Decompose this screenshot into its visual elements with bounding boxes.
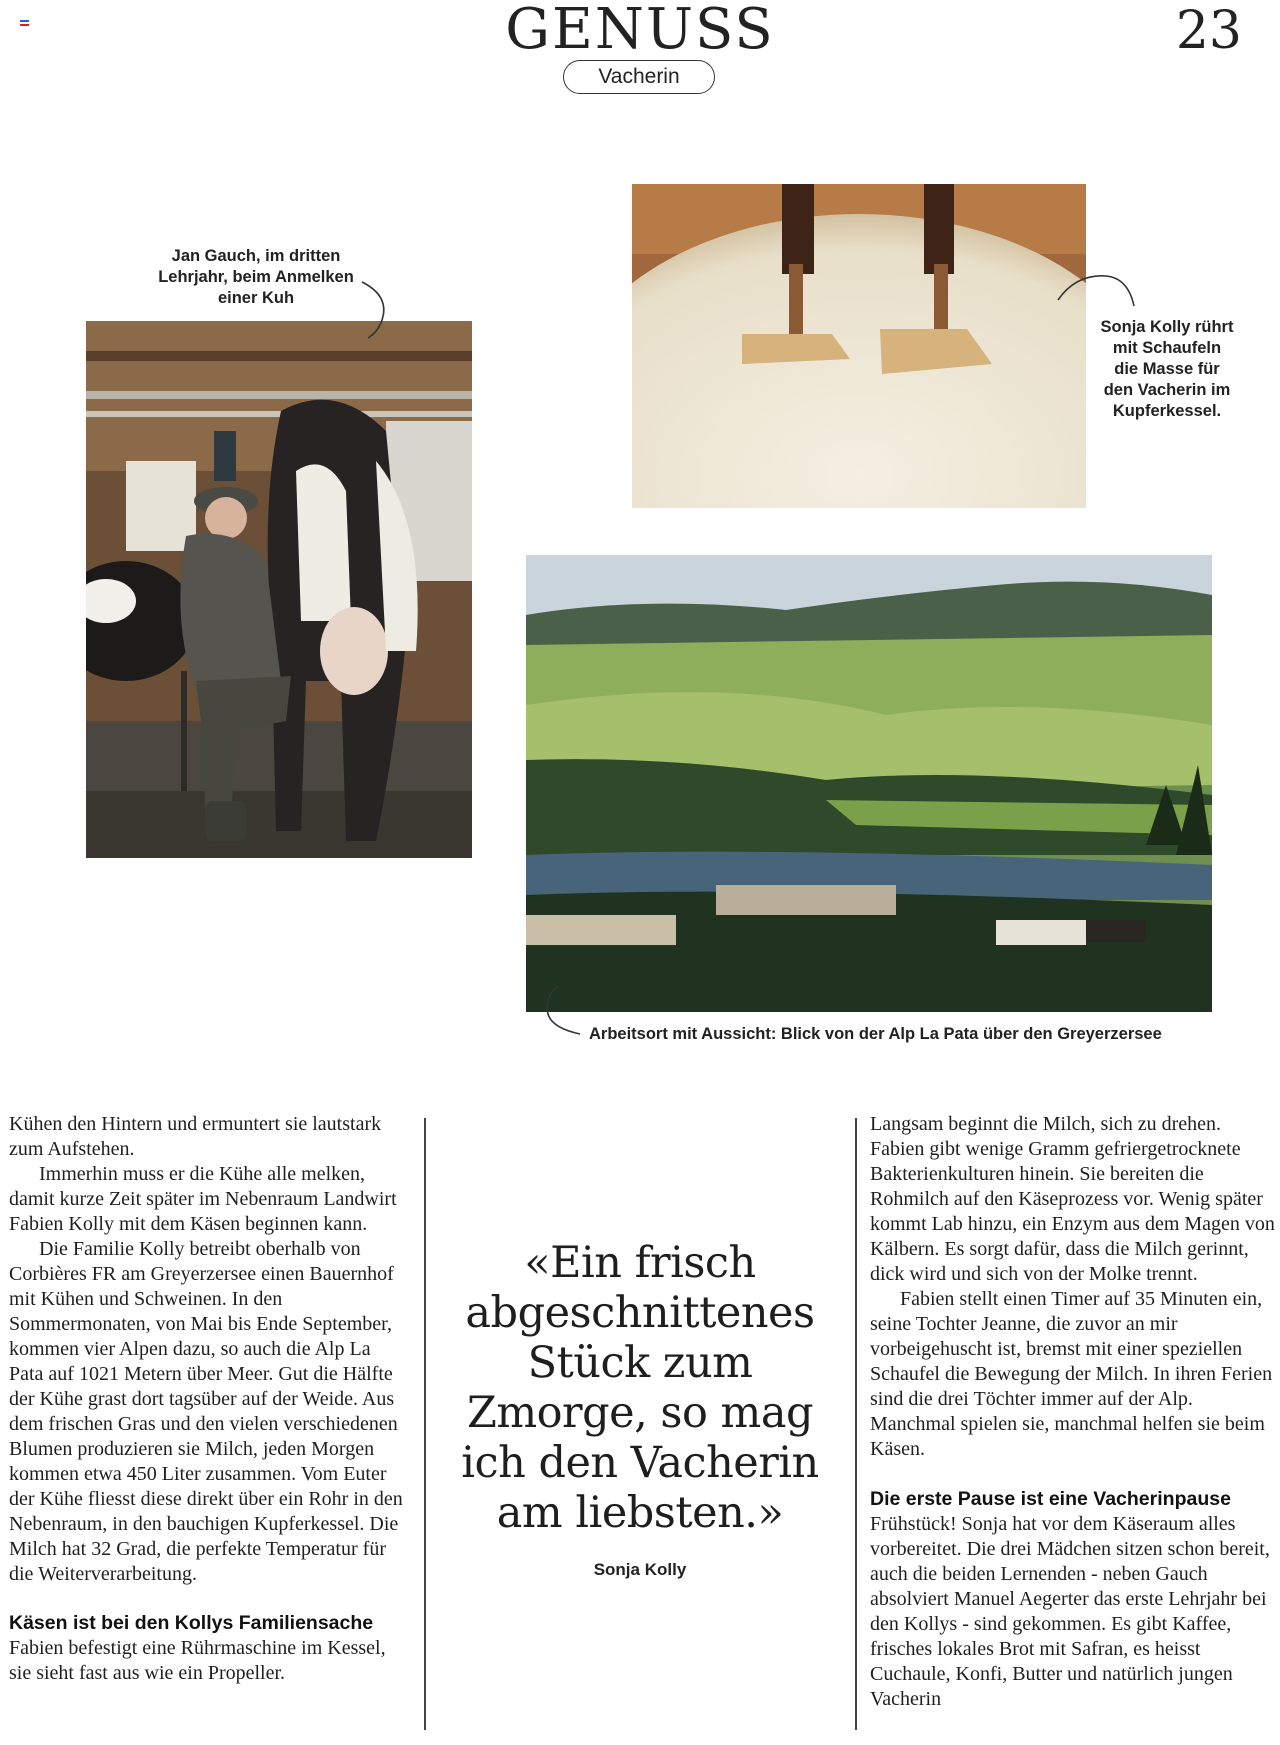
paragraph: Immerhin muss er die Kühe alle melken, damit kurze Zeit später im Nebenraum Landwirt Fabien Kolly mit dem Käsen beginnen kann. xyxy=(9,1163,397,1235)
page-number: 23 xyxy=(1175,1,1242,61)
paragraph: Frühstück! Sonja hat vor dem Käseraum alles vorbereitet. Die drei Mädchen sitzen schon bereit, auch die beiden Lernenden - neben Gauch absolviert Manuel Aegerter das erste Lehrjahr bei den Kollys - sind gekommen. Es gibt Kaffee, frisches lokales Brot mit Safran, es heisst Cuchaule, Konfi, Butter und natürlich jungen Vacherin xyxy=(870,1513,1270,1710)
photo-landscape-lake xyxy=(526,555,1212,1012)
subheading: Die erste Pause ist eine Vacherinpause xyxy=(870,1488,1231,1510)
caption-kettle: Sonja Kolly rührt mit Schaufeln die Masse für den Vacherin im Kupferkessel. xyxy=(1100,318,1234,420)
pull-quote: «Ein frisch abgeschnittenes Stück zum Zmorge, so mag ich den Vacherin am liebsten.» xyxy=(461,1238,819,1538)
section-title: GENUSS xyxy=(505,0,775,62)
paragraph: Fabien befestigt eine Rührmaschine im Kessel, sie sieht fast aus wie ein Propeller. xyxy=(9,1637,386,1684)
caption-landscape: Arbeitsort mit Aussicht: Blick von der Alp La Pata über den Greyerzersee xyxy=(589,1025,1162,1043)
paragraph: Kühen den Hintern und ermuntert sie lautstark zum Aufstehen. xyxy=(9,1113,382,1160)
caption-pointer-milking xyxy=(360,280,390,340)
article-column-left xyxy=(9,1112,409,1686)
photo-stirring-kettle xyxy=(632,184,1086,508)
paragraph: Langsam beginnt die Milch, sich zu drehen. Fabien gibt wenige Gramm gefriergetrocknete Bakterienkulturen hinein. Sie bereiten die Rohmilch auf den Käseprozess vor. Wenig später kommt Lab hinzu, ein Enzym aus dem Magen von Kälbern. Es sorgt dafür, dass die Milch gerinnt, dick wird und sich von der Molke trennt. xyxy=(870,1113,1275,1285)
subheading: Käsen ist bei den Kollys Familiensache xyxy=(9,1612,374,1634)
caption-pointer-landscape xyxy=(540,984,590,1036)
column-divider xyxy=(424,1118,426,1730)
pull-quote-author: Sonja Kolly xyxy=(593,1560,687,1579)
caption-milking: Jan Gauch, im dritten Lehrjahr, beim Anmelken einer Kuh xyxy=(158,247,354,307)
article-column-right xyxy=(870,1112,1275,1712)
caption-pointer-kettle xyxy=(1056,270,1146,310)
photo-milking-cow xyxy=(86,321,472,858)
paragraph: Fabien stellt einen Timer auf 35 Minuten ein, seine Tochter Jeanne, die zuvor an mir vorbeigehuscht ist, bremst mit einer speziellen Schaufel die Bewegung der Milch. In ihren Ferien sind die drei Töchter immer auf der Alp. Manchmal spielen sie, manchmal helfen sie beim Käsen. xyxy=(870,1288,1273,1460)
paragraph: Die Familie Kolly betreibt oberhalb von Corbières FR am Greyerzersee einen Bauernhof mit Kühen und Schweinen. In den Sommermonaten, von Mai bis Ende September, kommen vier Alpen dazu, so auch die Alp La Pata auf 1021 Metern über Meer. Gut die Hälfte der Kühe grast dort tagsüber auf der Weide. Aus dem frischen Gras und den vielen verschiedenen Blumen produzieren sie Milch, jeden Morgen kommen etwa 450 Liter zusammen. Vom Euter der Kühe fliesst diese direkt über ein Rohr in den Nebenraum, in den bauchigen Kupferkessel. Die Milch hat 32 Grad, die perfekte Temperatur für die Weiterverarbeitung. xyxy=(9,1238,403,1585)
topic-badge: Vacherin xyxy=(563,60,715,94)
column-divider xyxy=(855,1118,857,1730)
